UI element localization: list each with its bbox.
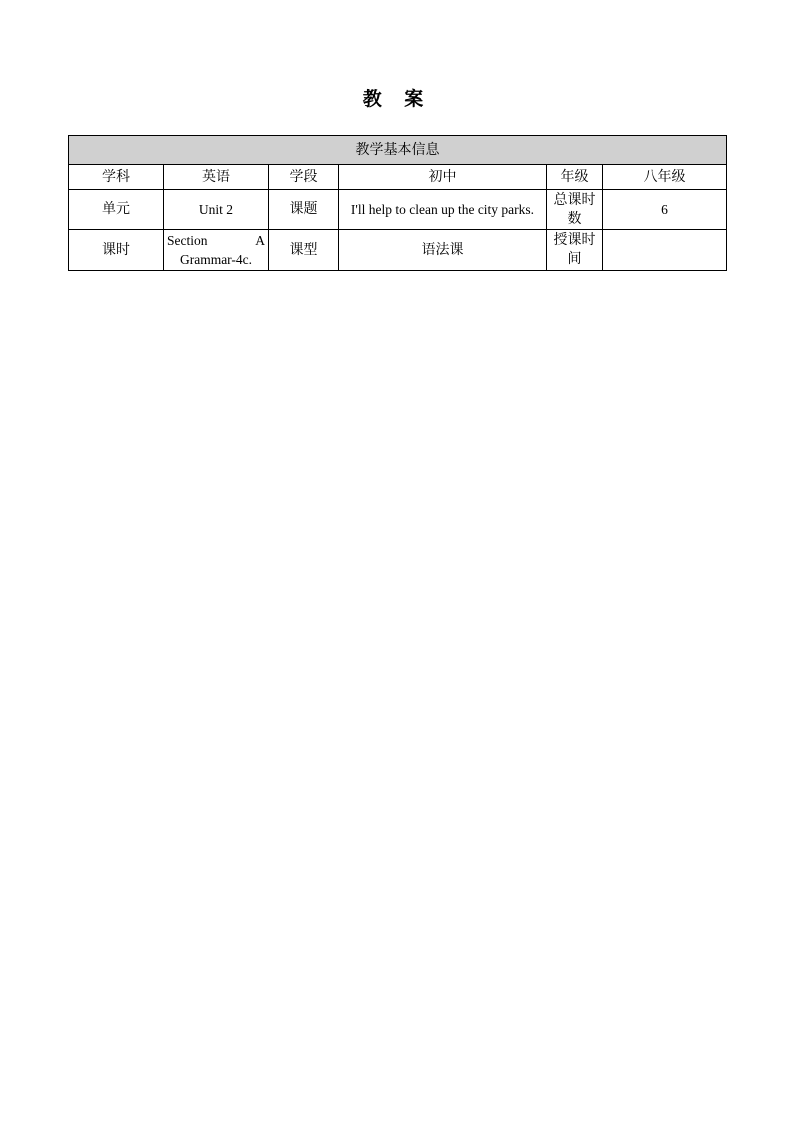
topic-value: [339, 190, 547, 230]
unit-value: Unit 2: [164, 190, 269, 230]
stage-label: 学段: [269, 165, 339, 190]
total-periods-value: 6: [603, 190, 727, 230]
table-row: [69, 230, 727, 271]
page-title: 教 案: [362, 88, 432, 110]
teaching-time-value: [603, 230, 727, 271]
subject-label: 学科: [69, 165, 164, 190]
grade-value: 八年级: [603, 165, 727, 190]
table-header-row: [69, 136, 727, 165]
teaching-time-label: 授课时间: [547, 230, 603, 271]
topic-label: 课题: [269, 190, 339, 230]
subject-value: 英语: [164, 165, 269, 190]
lesson-type-label: 课型: [269, 230, 339, 271]
table-row: [69, 190, 727, 230]
stage-value: 初中: [339, 165, 547, 190]
basic-info-table: [68, 135, 727, 271]
lesson-type-value: 语法课: [339, 230, 547, 271]
unit-label: 单元: [69, 190, 164, 230]
grade-label: 年级: [547, 165, 603, 190]
topic-text: I'll help to clean up the city parks.: [350, 202, 535, 217]
period-value: [164, 230, 269, 271]
period-label: 课时: [69, 230, 164, 271]
table-row: [69, 165, 727, 190]
total-periods-label: 总课时数: [547, 190, 603, 230]
period-text: Section A Grammar-4c.: [167, 233, 265, 267]
table-header: 教学基本信息: [69, 136, 727, 165]
